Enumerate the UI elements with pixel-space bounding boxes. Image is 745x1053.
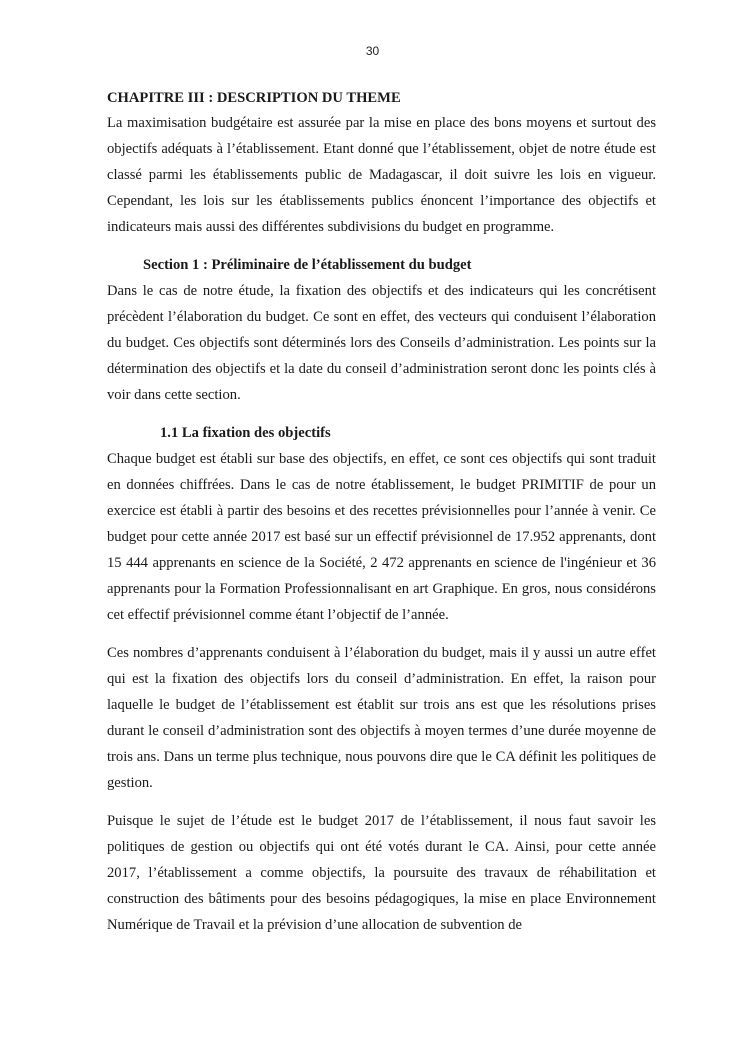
subsection-paragraph-3: Puisque le sujet de l’étude est le budget 2017 de l’établissement, il nous faut savoir les politiques de gestion ou objectifs qui ont été votés durant le CA. Ainsi, pour cette année 2017, l’établissement a comme objectifs, la poursuite des travaux de réhabilitation et construction des bâtiments pour des besoins pédagogiques, la mise en place Environnement Numérique de Travail et la prévision d’une allocation de subvention de: [107, 813, 656, 933]
chapter-title: CHAPITRE III : DESCRIPTION DU THEME: [107, 90, 401, 106]
chapter-intro-paragraph: La maximisation budgétaire est assurée par la mise en place des bons moyens et surtout des objectifs adéquats à l’établissement. Etant donné que l’établissement, objet de notre étude est classé parmi les établissements public de Madagascar, il doit suivre les lois en vigueur. Cependant, les lois sur les établissements publics énoncent l’importance des objectifs et indicateurs mais aussi des différentes subdivisions du budget en programme.: [107, 115, 656, 235]
subsection-paragraph-2: Ces nombres d’apprenants conduisent à l’élaboration du budget, mais il y aussi un autre effet qui est la fixation des objectifs lors du conseil d’administration. En effet, la raison pour laquelle le budget de l’établissement est établit sur trois ans est que les résolutions prises durant le conseil d’administration sont des objectifs à moyen termes d’une durée moyenne de trois ans. Dans un terme plus technique, nous pouvons dire que le CA définit les politiques de gestion.: [107, 645, 656, 791]
section-1-paragraph: Dans le cas de notre étude, la fixation des objectifs et des indicateurs qui les concrétisent précèdent l’élaboration du budget. Ce sont en effet, des vecteurs qui conduisent l’élaboration du budget. Ces objectifs sont déterminés lors des Conseils d’administration. Les points sur la détermination des objectifs et la date du conseil d’administration seront donc les points clés à voir dans cette section.: [107, 283, 656, 403]
subsection-1-1-heading: 1.1 La fixation des objectifs: [160, 425, 331, 441]
page-number: 30: [365, 44, 380, 58]
section-1-heading: Section 1 : Préliminaire de l’établissement du budget: [143, 257, 472, 273]
subsection-paragraph-1: Chaque budget est établi sur base des objectifs, en effet, ce sont ces objectifs qui sont traduit en données chiffrées. Dans le cas de notre établissement, le budget PRIMITIF de pour un exercice est établi à partir des besoins et des recettes prévisionnelles pour l’année à venir. Ce budget pour cette année 2017 est basé sur un effectif prévisionnel de 17.952 apprenants, dont 15 444 apprenants en science de la Société, 2 472 apprenants en science de l'ingénieur et 36 apprenants pour la Formation Professionnalisant en art Graphique. En gros, nous considérons cet effectif prévisionnel comme étant l’objectif de l’année.: [107, 451, 656, 623]
page-content: [107, 86, 656, 938]
